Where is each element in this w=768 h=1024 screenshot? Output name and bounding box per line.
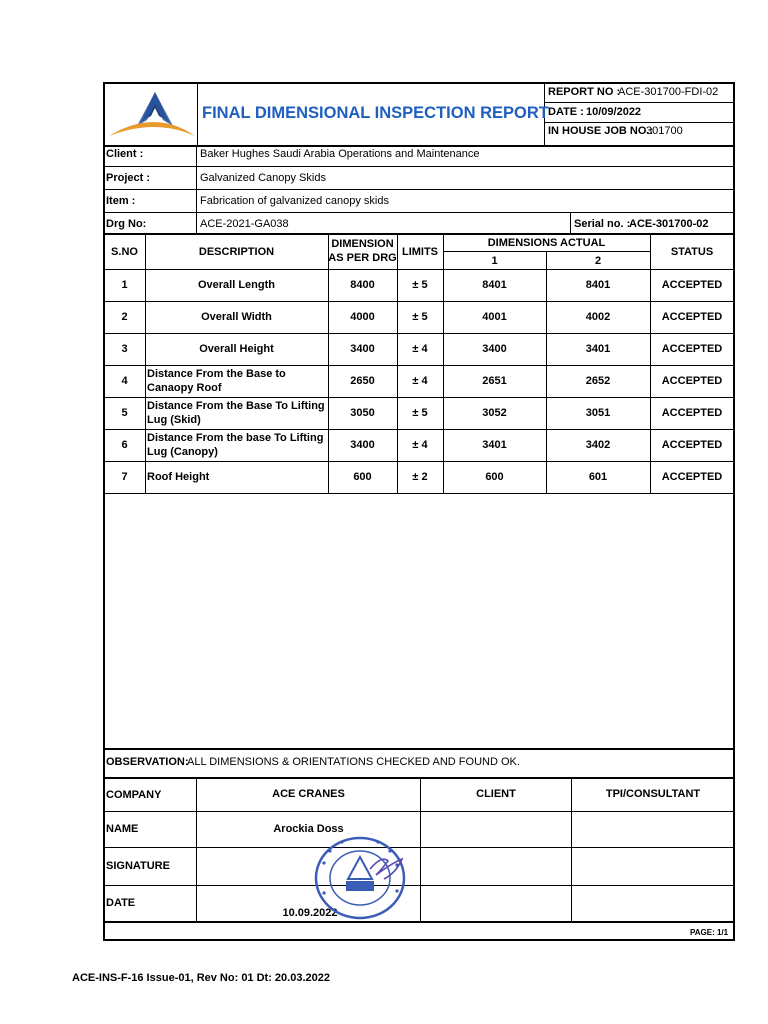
row-dimension: 4000 [350, 310, 375, 323]
client-label: Client : [106, 148, 144, 160]
date-label: DATE [106, 896, 136, 909]
row-actual-1: 600 [485, 470, 504, 483]
project-value: Galvanized Canopy Skids [200, 172, 326, 184]
row-limits: ± 5 [412, 310, 428, 323]
row-actual-1: 8401 [482, 278, 507, 291]
row-sno: 7 [121, 470, 128, 483]
row-status: ACCEPTED [661, 310, 723, 323]
company-logo [107, 86, 197, 144]
row-description: Roof Height [147, 471, 210, 483]
report-no-label: REPORT NO : [548, 86, 621, 98]
col-header-actual-1: 1 [491, 254, 498, 267]
col-header-actual: DIMENSIONS ACTUAL [487, 236, 606, 249]
job-no-value: 301700 [646, 125, 683, 137]
row-limits: ± 4 [412, 374, 428, 387]
row-actual-1: 4001 [482, 310, 507, 323]
row-description: Distance From the Base To Lifting Lug (Skid) [147, 400, 325, 426]
row-limits: ± 5 [412, 406, 428, 419]
row-limits: ± 4 [412, 438, 428, 451]
row-description: Overall Length [197, 278, 276, 291]
drg-value: ACE-2021-GA038 [200, 218, 289, 230]
row-actual-2: 2652 [585, 374, 611, 387]
row-status: ACCEPTED [661, 374, 723, 387]
row-limits: ± 2 [412, 470, 428, 483]
col-header-description: DESCRIPTION [198, 245, 275, 258]
col-header-sno: S.NO [111, 245, 138, 258]
client-value: Baker Hughes Saudi Arabia Operations and Maintenance [200, 148, 480, 160]
row-dimension: 3050 [350, 406, 375, 419]
serial-label: Serial no. : [574, 218, 631, 230]
company-ace: ACE CRANES [272, 787, 345, 800]
report-frame [103, 82, 735, 941]
row-actual-2: 4002 [585, 310, 611, 323]
form-reference: ACE-INS-F-16 Issue-01, Rev No: 01 Dt: 20.03.2022 [72, 972, 330, 984]
project-label: Project : [106, 172, 151, 184]
row-dimension: 3400 [350, 342, 375, 355]
row-dimension: 8400 [350, 278, 375, 291]
job-no-label: IN HOUSE JOB NO.: [548, 125, 654, 137]
row-actual-2: 3051 [585, 406, 611, 419]
item-label: Item : [106, 195, 136, 207]
company-label: COMPANY [106, 788, 162, 801]
row-description: Distance From the Base to Canaopy Roof [147, 368, 286, 394]
row-description: Overall Width [201, 310, 272, 323]
report-title: FINAL DIMENSIONAL INSPECTION REPORT [202, 104, 549, 122]
signature-label: SIGNATURE [106, 859, 170, 872]
row-limits: ± 4 [412, 342, 428, 355]
row-actual-2: 3401 [585, 342, 611, 355]
row-actual-1: 3052 [482, 406, 507, 419]
name-value: Arockia Doss [273, 822, 344, 835]
col-header-limits: LIMITS [401, 245, 439, 258]
row-sno: 2 [121, 310, 128, 323]
row-description: Distance From the base To Lifting Lug (Canopy) [147, 432, 324, 458]
name-label: NAME [106, 822, 139, 835]
row-sno: 5 [121, 406, 128, 419]
report-date-label: DATE : [548, 106, 584, 118]
page-number: PAGE: 1/1 [690, 928, 729, 937]
observation-label: OBSERVATION: [106, 756, 189, 768]
row-actual-1: 3401 [482, 438, 507, 451]
report-date-value: 10/09/2022 [586, 106, 642, 118]
row-dimension: 3400 [350, 438, 375, 451]
row-dimension: 2650 [350, 374, 375, 387]
col-header-actual-2: 2 [594, 254, 602, 267]
row-actual-2: 8401 [585, 278, 611, 291]
company-tpi: TPI/CONSULTANT [605, 787, 701, 800]
row-sno: 6 [121, 438, 128, 451]
row-description: Overall Height [199, 342, 274, 355]
row-dimension: 600 [353, 470, 372, 483]
row-actual-1: 3400 [482, 342, 507, 355]
row-status: ACCEPTED [661, 278, 723, 291]
row-sno: 3 [121, 342, 128, 355]
row-limits: ± 5 [412, 278, 428, 291]
row-status: ACCEPTED [661, 470, 723, 483]
col-header-status: STATUS [670, 245, 714, 258]
row-sno: 4 [121, 374, 128, 387]
company-stamp [312, 833, 412, 921]
col-header-dimension-1: DIMENSION [331, 237, 394, 250]
col-header-dimension-2: AS PER DRG [328, 251, 397, 264]
row-sno: 1 [121, 278, 128, 291]
serial-value: ACE-301700-02 [629, 218, 709, 230]
report-no-value: ACE-301700-FDI-02 [618, 86, 719, 98]
item-value: Fabrication of galvanized canopy skids [200, 195, 389, 207]
row-status: ACCEPTED [661, 342, 723, 355]
row-actual-2: 3402 [585, 438, 611, 451]
row-status: ACCEPTED [661, 438, 723, 451]
row-actual-2: 601 [588, 470, 608, 483]
date-value: 10.09.2022 [282, 906, 338, 919]
row-status: ACCEPTED [661, 406, 723, 419]
company-client: CLIENT [476, 787, 516, 800]
observation-text: ALL DIMENSIONS & ORIENTATIONS CHECKED AND FOUND OK. [187, 756, 520, 768]
drg-label: Drg No: [106, 218, 147, 230]
row-actual-1: 2651 [482, 374, 507, 387]
